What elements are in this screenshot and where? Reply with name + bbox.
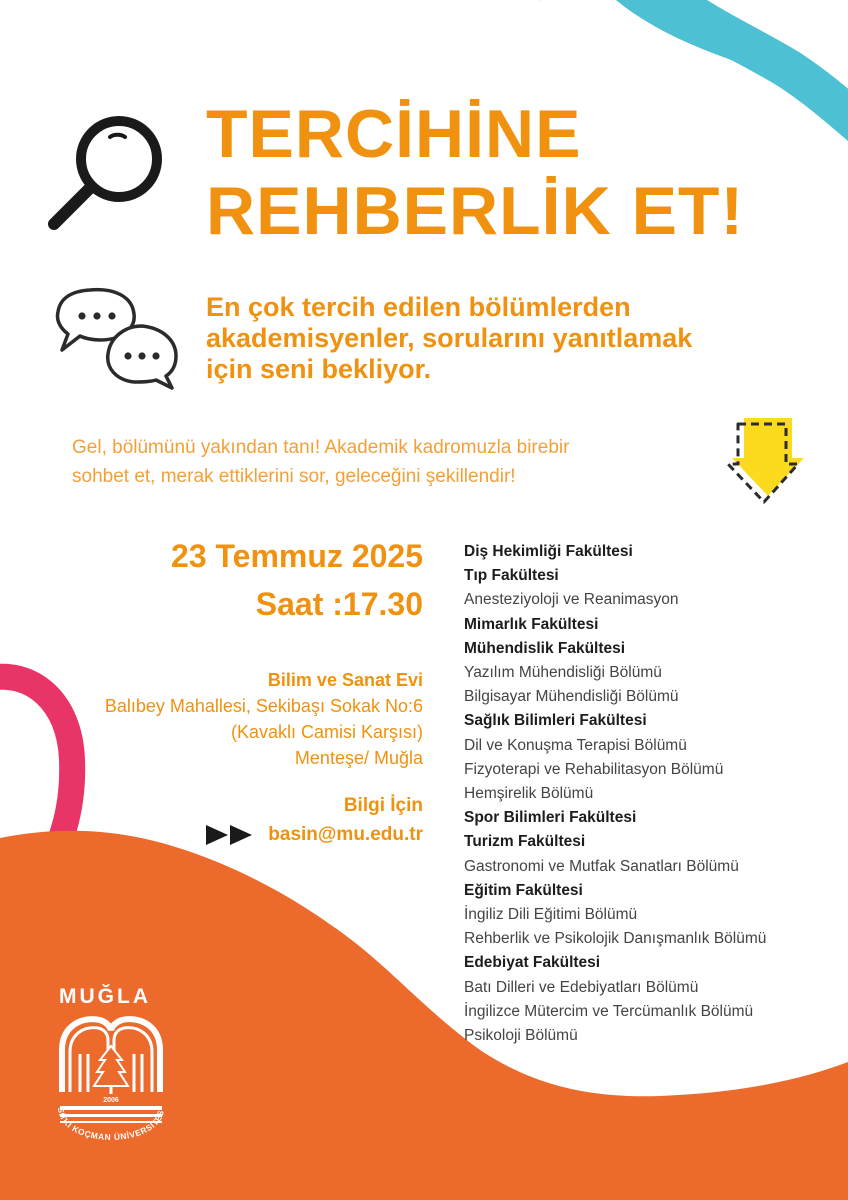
intro-text (72, 433, 712, 491)
department-item: Psikoloji Bölümü (464, 1027, 578, 1045)
department-item: Batı Dilleri ve Edebiyatları Bölümü (464, 978, 699, 996)
faculty-item: Turizm Fakültesi (464, 833, 586, 851)
event-time: Saat :17.30 (255, 586, 423, 622)
fast-forward-icon (204, 824, 254, 846)
program-list (464, 540, 844, 1048)
title-line-1: TERCİHİNE (206, 96, 582, 172)
venue-address-2: (Kavaklı Camisi Karşısı) (230, 722, 423, 742)
department-item: Hemşirelik Bölümü (464, 785, 594, 803)
department-item: Bilgisayar Mühendisliği Bölümü (464, 688, 679, 706)
logo-ring-text: SITKI KOÇMAN ÜNİVERSİTES (55, 1106, 167, 1143)
department-item: Anesteziyoloji ve Reanimasyon (464, 591, 679, 609)
contact-row (105, 822, 423, 848)
svg-text:2006: 2006 (103, 1097, 119, 1104)
department-item: İngilizce Mütercim ve Tercümanlık Bölümü (464, 1002, 754, 1020)
down-arrow-icon (724, 412, 810, 504)
contact-title: Bilgi İçin (343, 795, 423, 816)
title-line-2: REHBERLİK ET! (206, 173, 745, 249)
faculty-item: Edebiyat Fakültesi (464, 954, 601, 972)
page-title (206, 96, 826, 250)
faculty-item: Mühendislik Fakültesi (464, 639, 626, 657)
event-info (105, 532, 423, 848)
faculty-item: Mimarlık Fakültesi (464, 615, 599, 633)
department-item: İngiliz Dili Eğitimi Bölümü (464, 906, 638, 924)
faculty-item: Spor Bilimleri Fakültesi (464, 809, 637, 827)
university-logo (52, 1010, 170, 1170)
department-item: Fizyoterapi ve Rehabilitasyon Bölümü (464, 760, 724, 778)
event-date: 23 Temmuz 2025 (171, 538, 423, 574)
venue-address-1: Balıbey Mahallesi, Sekibaşı Sokak No:6 (104, 696, 423, 716)
faculty-item: Sağlık Bilimleri Fakültesi (464, 712, 647, 730)
subtitle-line-2: akademisyenler, sorularını yanıtlamak (206, 323, 693, 353)
logo-top-text: MUĞLA (59, 985, 151, 1008)
intro-line-1: Gel, bölümünü yakından tanı! Akademik kadromuzla birebir (72, 437, 570, 458)
subtitle-line-1: En çok tercih edilen bölümlerden (206, 292, 631, 322)
contact-email[interactable]: basin@mu.edu.tr (268, 824, 423, 845)
subtitle-line-3: için seni bekliyor. (206, 354, 432, 384)
faculty-item: Diş Hekimliği Fakültesi (464, 543, 633, 560)
department-item: Dil ve Konuşma Terapisi Bölümü (464, 736, 687, 754)
magnifier-icon (44, 104, 174, 234)
department-item: Rehberlik ve Psikolojik Danışmanlık Bölümü (464, 930, 767, 948)
venue-name: Bilim ve Sanat Evi (267, 670, 423, 690)
speech-bubbles-icon (54, 284, 184, 394)
faculty-item: Tıp Fakültesi (464, 567, 559, 585)
department-item: Gastronomi ve Mutfak Sanatları Bölümü (464, 857, 739, 875)
department-item: Yazılım Mühendisliği Bölümü (464, 664, 662, 682)
faculty-item: Eğitim Fakültesi (464, 881, 583, 899)
intro-line-2: sohbet et, merak ettiklerini sor, geleceğini şekillendir! (72, 466, 516, 487)
venue-address-3: Menteşe/ Muğla (294, 748, 423, 768)
subtitle (206, 292, 836, 385)
